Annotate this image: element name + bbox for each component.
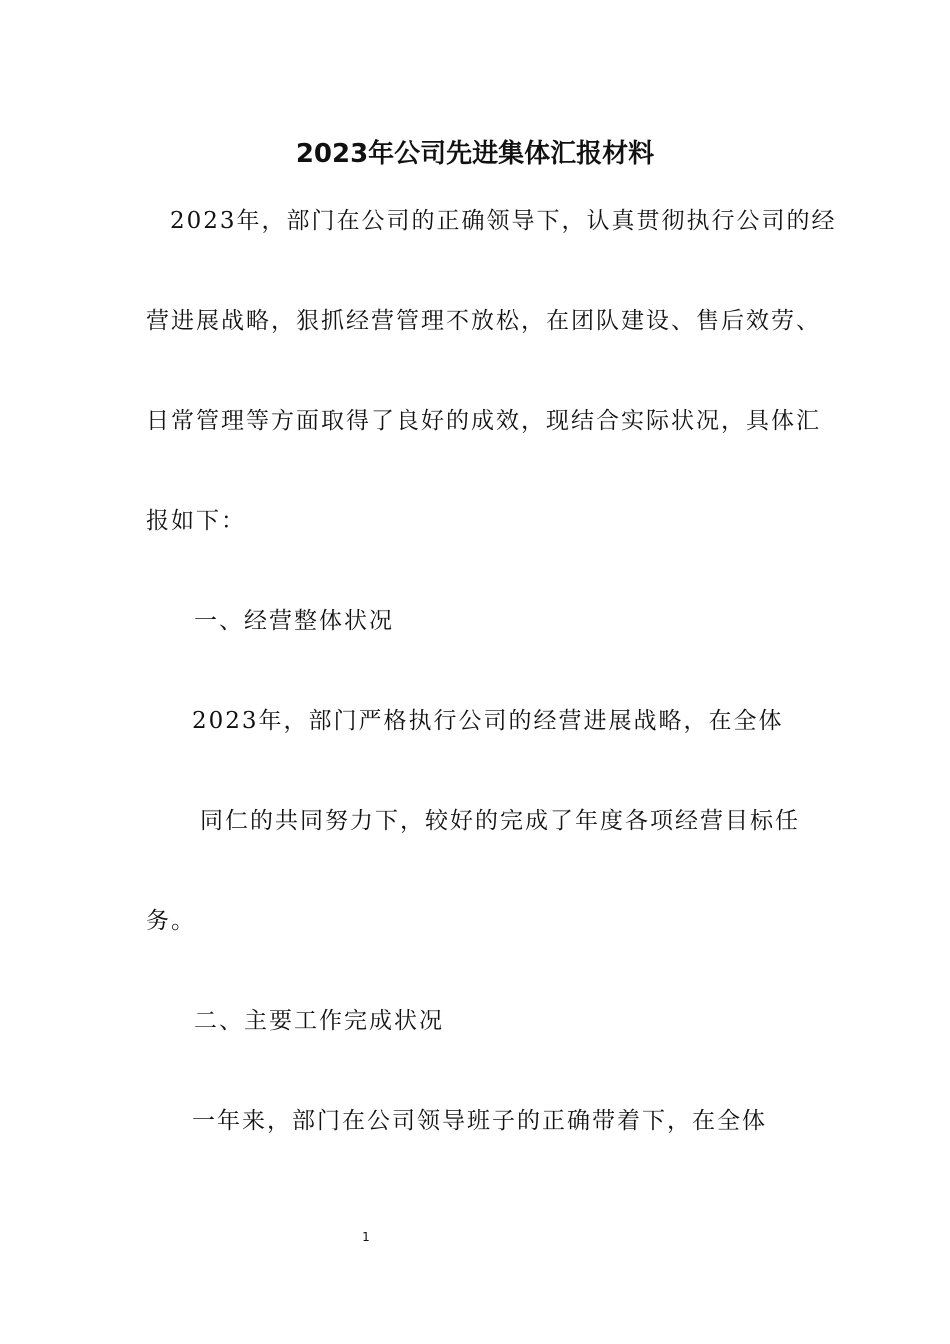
paragraph-line: 营进展战略，狠抓经营管理不放松，在团队建设、售后效劳、 [146, 308, 821, 334]
paragraph-line: 一年来，部门在公司领导班子的正确带着下，在全体 [192, 1108, 767, 1134]
paragraph-line: 报如下： [146, 508, 246, 534]
page-number: 1 [362, 1230, 370, 1244]
paragraph-line: 同仁的共同努力下，较好的完成了年度各项经营目标任 [200, 808, 800, 834]
paragraph-line: 2023年，部门严格执行公司的经营进展战略，在全体 [192, 708, 784, 734]
paragraph-line: 务。 [146, 908, 196, 934]
paragraph-line: 日常管理等方面取得了良好的成效，现结合实际状况，具体汇 [146, 408, 821, 434]
document-title: 2023年公司先进集体汇报材料 [295, 139, 655, 169]
paragraph-line: 2023年，部门在公司的正确领导下，认真贯彻执行公司的经 [170, 208, 837, 234]
section-heading: 一、经营整体状况 [194, 608, 394, 634]
section-heading: 二、主要工作完成状况 [194, 1008, 444, 1034]
